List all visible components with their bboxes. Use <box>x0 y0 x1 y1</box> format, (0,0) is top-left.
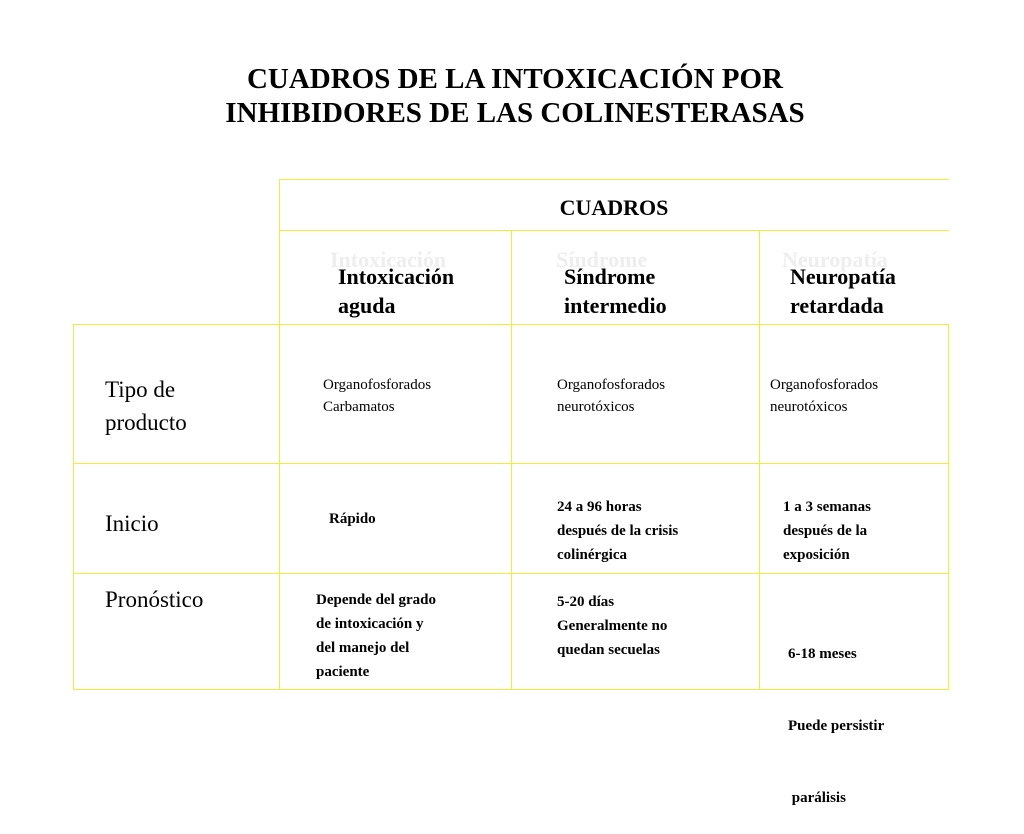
table-cell: 5-20 días Generalmente no quedan secuelas <box>557 594 668 658</box>
table-cell: 6-18 meses Puede persistir parálisis <box>788 646 885 806</box>
table-cell: Organofosforados neurotóxicos <box>770 377 879 415</box>
ghost-header: Neuropatía <box>782 247 888 272</box>
grid-line <box>948 324 949 689</box>
table-cell: Organofosforados Carbamatos <box>323 377 432 415</box>
group-header: CUADROS <box>559 195 669 220</box>
ghost-header: Síndrome <box>556 247 648 272</box>
title-line-1: CUADROS DE LA INTOXICACIÓN POR <box>246 63 784 95</box>
table-cell: Rápido <box>329 511 376 527</box>
grid-line <box>73 324 74 689</box>
row-label-pronostico: Pronóstico <box>105 587 204 612</box>
grid-line <box>759 230 760 689</box>
table-cell: Organofosforados neurotóxicos <box>557 377 666 415</box>
row-label-tipo-de-producto: Tipo de producto <box>105 377 187 435</box>
grid-line <box>279 179 280 689</box>
page-title <box>0 62 1024 130</box>
table-cell: Depende del grado de intoxicación y del manejo del paciente <box>316 592 436 680</box>
grid-line <box>279 179 949 180</box>
column-header-sindrome-intermedio: Síndrome intermedio <box>564 264 667 318</box>
ghost-header: Intoxicación <box>330 247 447 272</box>
title-line-2: INHIBIDORES DE LAS COLINESTERASAS <box>225 97 805 129</box>
column-header-neuropatia-retardada: Neuropatía retardada <box>790 264 896 318</box>
table-cell: 24 a 96 horas después de la crisis colinérgica <box>557 499 679 563</box>
grid-line <box>511 230 512 689</box>
column-header-intoxicacion-aguda: Intoxicación aguda <box>338 264 455 318</box>
table-cell: 1 a 3 semanas después de la exposición <box>783 499 871 563</box>
grid-line <box>279 230 949 231</box>
row-label-inicio: Inicio <box>105 511 159 536</box>
